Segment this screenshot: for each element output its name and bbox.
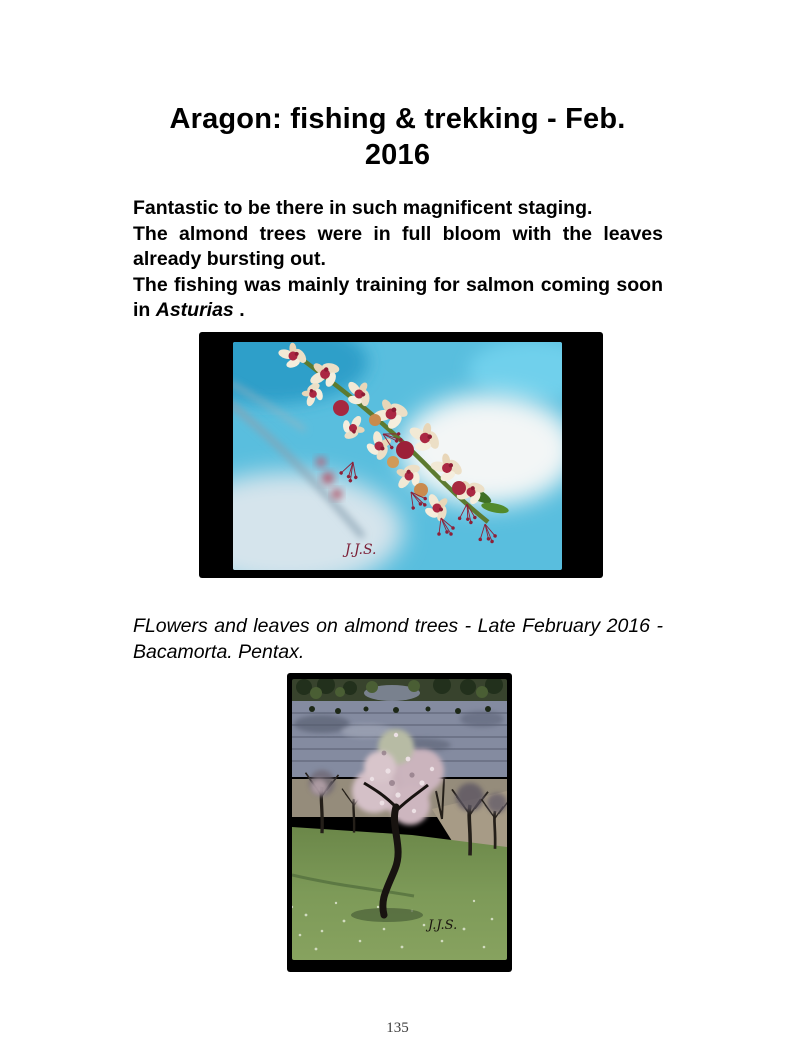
page-title — [0, 101, 795, 173]
body-line — [133, 298, 663, 324]
photo-almond-tree — [292, 679, 507, 960]
photo-almond-blossoms — [233, 342, 562, 570]
body-line-text: in — [133, 299, 156, 322]
page-title-line-1: Aragon: fishing & trekking - Feb. — [169, 103, 626, 135]
photo-caption-line-2: Bacamorta. Pentax. — [133, 641, 305, 663]
photo-caption — [133, 613, 663, 665]
photo1-signature: J.J.S. — [345, 542, 377, 558]
body-line: already bursting out. — [133, 248, 326, 271]
body-line: The almond trees were in full bloom with the leaves — [133, 222, 663, 245]
body-paragraphs — [133, 196, 663, 324]
photo-almond-tree-image — [292, 679, 507, 960]
photo-almond-blossoms-image — [233, 342, 562, 570]
body-line-emphasis: Asturias — [155, 299, 234, 322]
photo-almond-tree-frame — [287, 673, 512, 972]
body-line: The fishing was mainly training for salmon coming soon — [133, 273, 663, 296]
body-line-text: . — [233, 299, 245, 322]
photo-almond-blossoms-frame — [199, 332, 603, 578]
page-number: 135 — [386, 1020, 409, 1036]
page-title-line-2: 2016 — [364, 139, 431, 171]
body-line: Fantastic to be there in such magnificent staging. — [133, 197, 593, 219]
photo2-signature: J.J.S. — [428, 918, 458, 933]
photo-caption-line-1: FLowers and leaves on almond trees - Late February 2016 - — [133, 615, 663, 637]
